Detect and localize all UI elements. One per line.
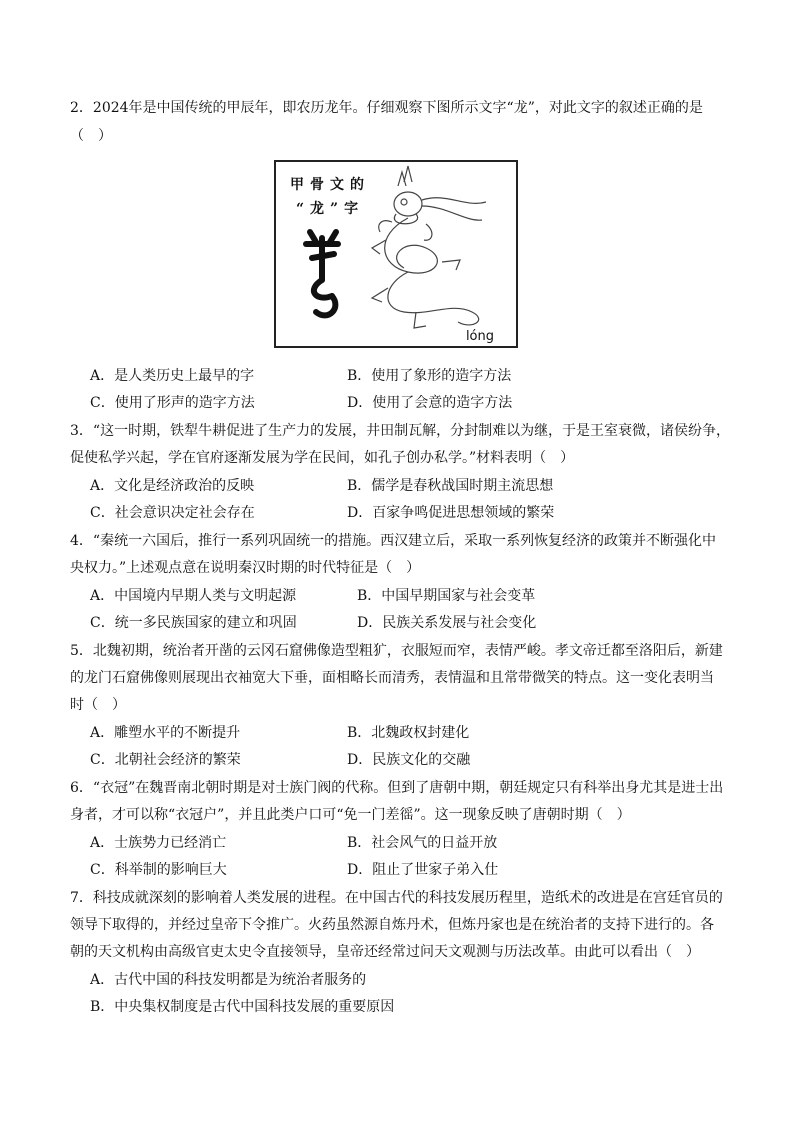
figure-title-line2: “龙”字 — [296, 201, 365, 217]
q6-option-d[interactable]: D．阻止了世家子弟入仕 — [347, 862, 499, 878]
q4-stem-line1: 4．“秦统一六国后，推行一系列巩固统一的措施。西汉建立后，采取一系列恢复经济的政策并不断强化中 — [70, 533, 717, 549]
q4-option-b[interactable]: B．中国早期国家与社会变革 — [357, 588, 536, 604]
q5-option-c[interactable]: C．北朝社会经济的繁荣 — [90, 752, 241, 768]
q2-option-b[interactable]: B．使用了象形的造字方法 — [347, 368, 512, 384]
q6-option-b[interactable]: B．社会风气的日益开放 — [347, 835, 498, 851]
q4-stem-line2: 央权力。”上述观点意在说明秦汉时期的时代特征是（ ） — [70, 560, 421, 576]
q2-option-a[interactable]: A．是人类历史上最早的字 — [90, 368, 255, 384]
q5-option-d[interactable]: D．民族文化的交融 — [347, 752, 471, 768]
q2-option-c[interactable]: C．使用了形声的造字方法 — [90, 395, 255, 411]
figure-pinyin: lóng — [465, 329, 494, 344]
q6-stem-line1: 6．“衣冠”在魏晋南北朝时期是对士族门阀的代称。但到了唐朝中期，朝廷规定只有科举出身尤其是进士出 — [70, 780, 724, 796]
q2-stem-line1: 2．2024年是中国传统的甲辰年，即农历龙年。仔细观察下图所示文字“龙”，对此文字的叙述正确的是 — [70, 100, 703, 116]
q3-option-b[interactable]: B．儒学是春秋战国时期主流思想 — [347, 478, 554, 494]
q6-stem-line2: 身者，才可以称“衣冠户”，并且此类户口可“免一门差徭”。这一现象反映了唐朝时期（ ） — [70, 807, 631, 823]
q7-stem-line1: 7．科技成就深刻的影响着人类发展的进程。在中国古代的科技发展历程里，造纸术的改进是在宫廷官员的 — [70, 890, 723, 906]
q7-stem-line3: 朝的天文机构由高级官吏太史令直接领导，皇帝还经常过问天文观测与历法改革。由此可以看出（ ） — [70, 944, 700, 960]
q6-option-c[interactable]: C．科举制的影响巨大 — [90, 862, 227, 878]
oracle-bone-dragon-figure — [274, 160, 518, 348]
q5-stem-line2: 的龙门石窟佛像则展现出衣袖宽大下垂，面相略长而清秀，表情温和且常带微笑的特点。这一变化表明当 — [70, 670, 714, 686]
q3-option-c[interactable]: C．社会意识决定社会存在 — [90, 505, 255, 521]
q3-stem-line1: 3．“这一时期，铁犁牛耕促进了生产力的发展，井田制瓦解，分封制难以为继，于是王室衰微，诸侯纷争， — [70, 423, 731, 439]
q5-option-b[interactable]: B．北魏政权封建化 — [347, 725, 470, 741]
q6-option-a[interactable]: A．士族势力已经消亡 — [90, 835, 227, 851]
q5-stem-line1: 5．北魏初期，统治者开凿的云冈石窟佛像造型粗犷，衣服短而窄，表情严峻。孝文帝迁都至洛阳后，新建 — [70, 643, 723, 659]
q4-option-d[interactable]: D．民族关系发展与社会变化 — [357, 615, 537, 631]
q7-option-a[interactable]: A．古代中国的科技发明都是为统治者服务的 — [90, 972, 367, 988]
dragon-illustration — [276, 162, 516, 346]
q5-stem-line3: 时（ ） — [70, 697, 126, 713]
q4-option-a[interactable]: A．中国境内早期人类与文明起源 — [90, 588, 297, 604]
dragon-drawing-icon — [372, 166, 486, 328]
q7-option-b[interactable]: B．中央集权制度是古代中国科技发展的重要原因 — [90, 999, 395, 1015]
q7-stem-line2: 领导下取得的，并经过皇帝下令推广。火药虽然源自炼丹术，但炼丹家也是在统治者的支持下进行的。各 — [70, 917, 714, 933]
q3-option-d[interactable]: D．百家争鸣促进思想领域的繁荣 — [347, 505, 555, 521]
q3-stem-line2: 促使私学兴起，学在官府逐渐发展为学在民间，如孔子创办私学。”材料表明（ ） — [70, 450, 575, 466]
q3-option-a[interactable]: A．文化是经济政治的反映 — [90, 478, 255, 494]
oracle-glyph-icon — [306, 232, 338, 315]
q2-option-d[interactable]: D．使用了会意的造字方法 — [347, 395, 513, 411]
q2-stem-line2: （ ） — [70, 128, 112, 144]
q5-option-a[interactable]: A．雕塑水平的不断提升 — [90, 725, 241, 741]
figure-title-line1: 甲骨文的 — [290, 177, 370, 193]
q4-option-c[interactable]: C．统一多民族国家的建立和巩固 — [90, 615, 297, 631]
